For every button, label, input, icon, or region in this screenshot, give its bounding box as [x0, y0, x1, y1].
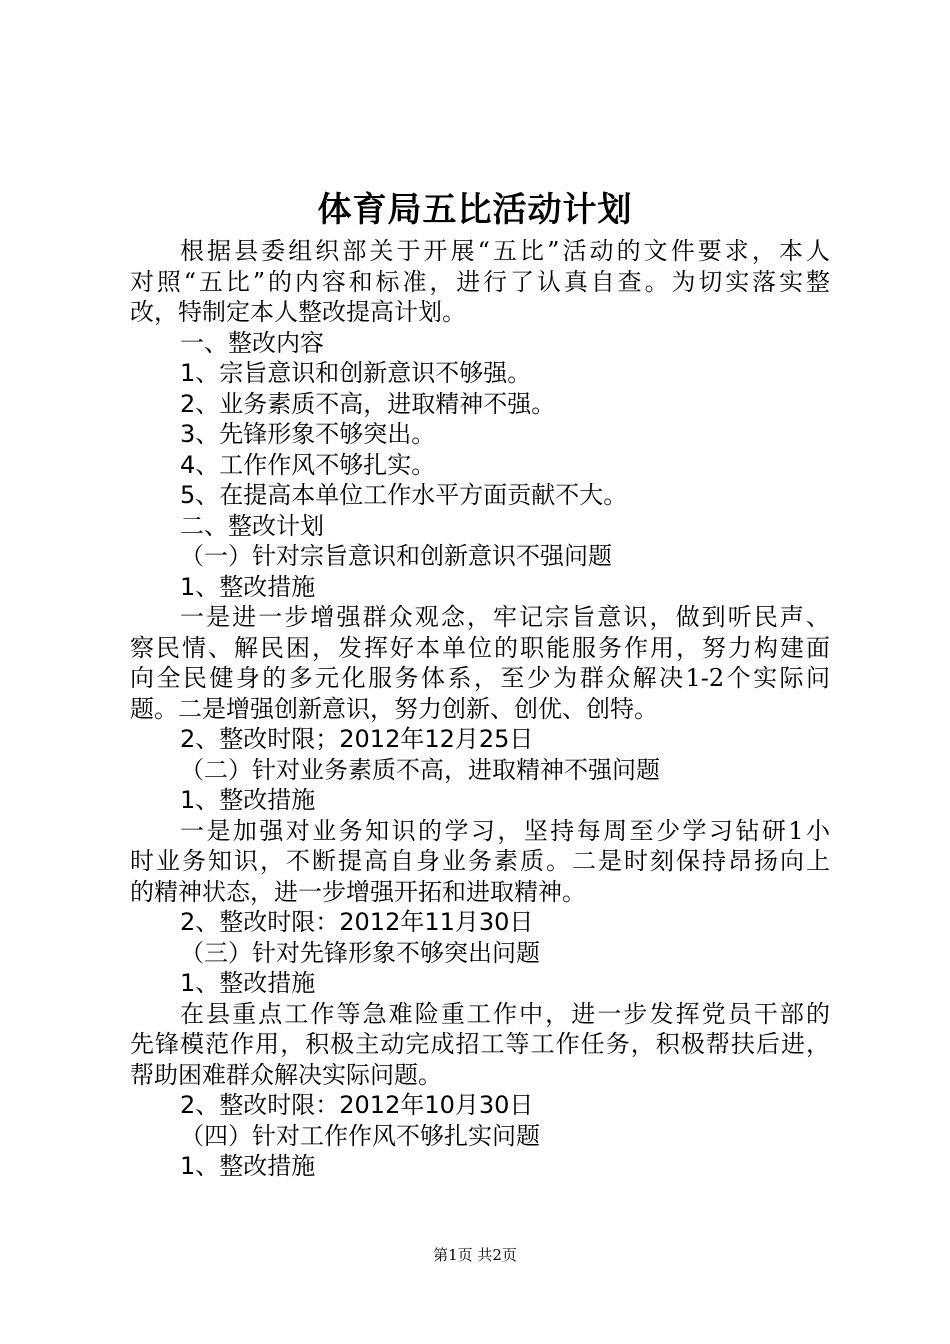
subsection-heading: （四）针对工作作风不够扎实问题 — [180, 1121, 540, 1150]
paragraph-line: 在县重点工作等急难险重工作中，进一步发挥党员干部的 — [180, 999, 830, 1028]
paragraph-line: 先锋模范作用，积极主动完成招工等工作任务，积极帮扶后进， — [130, 1030, 830, 1058]
subsection-heading: （三）针对先锋形象不够突出问题 — [180, 938, 540, 967]
document-title: 体育局五比活动计划 — [317, 190, 633, 230]
item-heading: 1、整改措施 — [180, 1152, 316, 1180]
list-item: 3、先锋形象不够突出。 — [180, 420, 436, 448]
deadline-line: 2、整改时限：2012年10月30日 — [180, 1091, 534, 1119]
paragraph-line: 根据县委组织部关于开展“五比”活动的文件要求，本人 — [180, 237, 830, 265]
subsection-heading: （一）针对宗旨意识和创新意识不强问题 — [180, 542, 612, 570]
subsection-heading: （二）针对业务素质不高，进取精神不强问题 — [180, 755, 660, 784]
list-item: 5、在提高本单位工作水平方面贡献不大。 — [180, 481, 628, 509]
item-heading: 1、整改措施 — [180, 969, 316, 997]
item-heading: 1、整改措施 — [180, 786, 316, 814]
list-item: 4、工作作风不够扎实。 — [180, 450, 436, 479]
paragraph-line: 题。二是增强创新意识，努力创新、创优、创特。 — [130, 694, 658, 723]
paragraph-line: 的精神状态，进一步增强开拓和进取精神。 — [130, 877, 586, 906]
paragraph-line: 时业务知识，不断提高自身业务素质。二是时刻保持昂扬向上 — [130, 847, 830, 875]
section-heading: 二、整改计划 — [180, 511, 324, 540]
deadline-line: 2、整改时限；2012年12月25日 — [180, 725, 534, 753]
paragraph-line: 对照“五比”的内容和标准，进行了认真自查。为切实落实整 — [130, 267, 830, 296]
paragraph-line: 改，特制定本人整改提高计划。 — [130, 298, 466, 326]
section-heading: 一、整改内容 — [180, 328, 324, 357]
item-heading: 1、整改措施 — [180, 572, 316, 601]
page-footer: 第1页 共2页 — [433, 1246, 517, 1264]
paragraph-line: 察民情、解民困，发挥好本单位的职能服务作用，努力构建面 — [130, 633, 830, 662]
list-item: 1、宗旨意识和创新意识不够强。 — [180, 359, 532, 387]
deadline-line: 2、整改时限：2012年11月30日 — [180, 908, 534, 936]
list-item: 2、业务素质不高，进取精神不强。 — [180, 389, 556, 418]
paragraph-line: 一是加强对业务知识的学习，坚持每周至少学习钻研1小 — [180, 816, 830, 845]
paragraph-line: 向全民健身的多元化服务体系，至少为群众解决1-2个实际问 — [130, 664, 830, 692]
paragraph-line: 一是进一步增强群众观念，牢记宗旨意识，做到听民声、 — [180, 603, 830, 631]
document-body — [130, 236, 830, 1182]
paragraph-line: 帮助困难群众解决实际问题。 — [130, 1060, 442, 1089]
